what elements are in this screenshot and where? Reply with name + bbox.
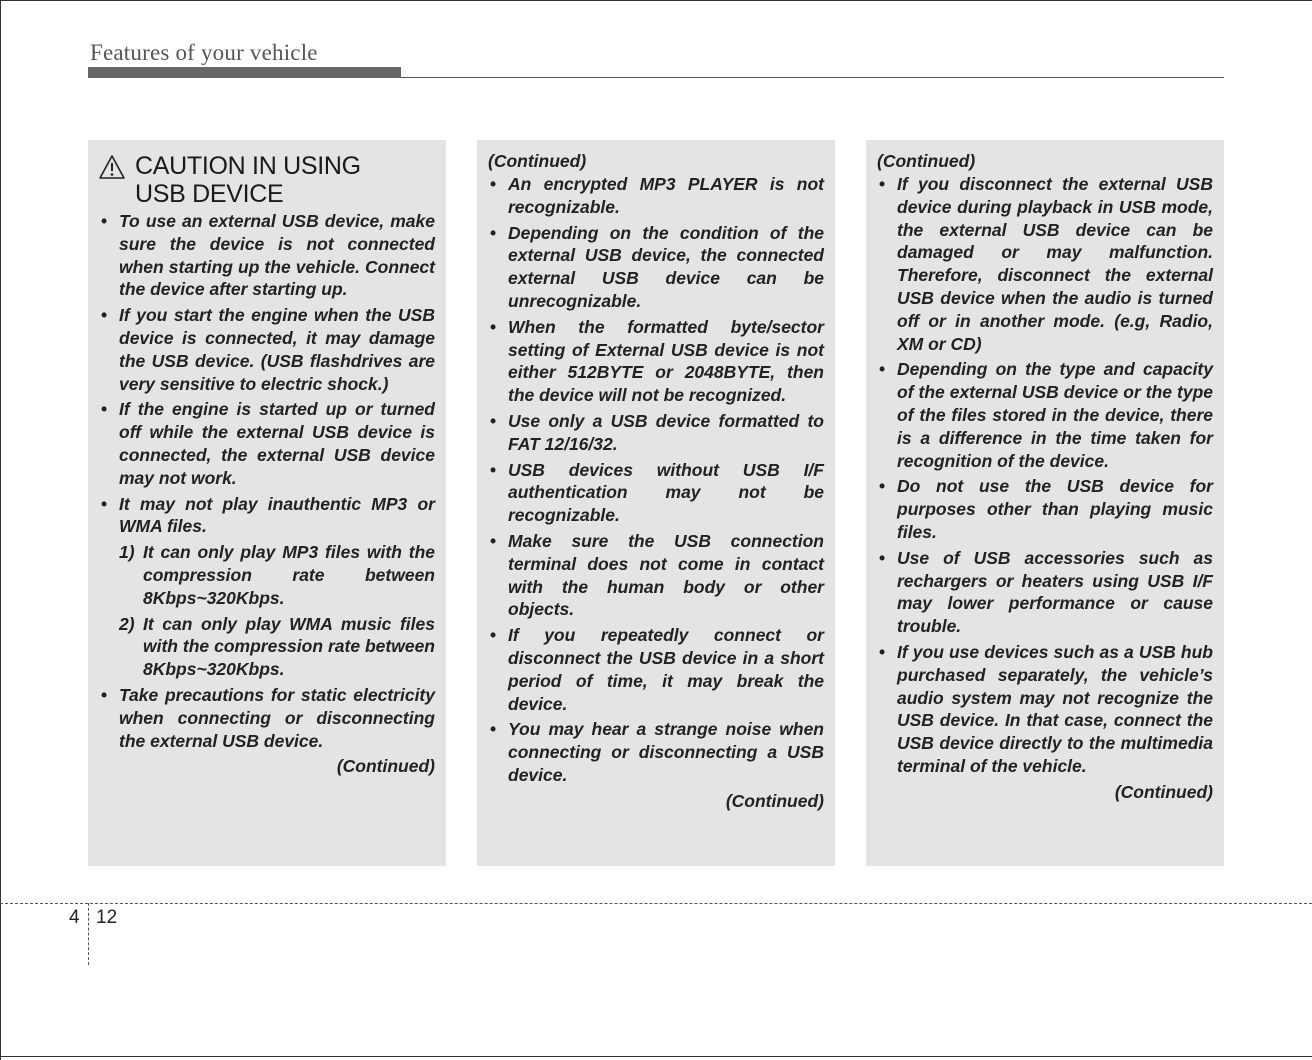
- bullet-item: • Use of USB accessories such as rechargers or heaters using USB I/F may lower performance or cause trouble.: [877, 547, 1213, 638]
- page-border-bottom: [0, 1056, 1312, 1057]
- bullet-item: • Depending on the condition of the external USB device, the connected external USB device can be unrecognizable.: [488, 222, 824, 313]
- bullet-item: • If you use devices such as a USB hub purchased separately, the vehicle’s audio system may not recognize the USB device. In that case, connect the USB device directly to the multimedia terminal of the vehicle.: [877, 641, 1213, 778]
- page-chapter-number: 4: [69, 907, 80, 928]
- continued-label: (Continued): [1114, 781, 1213, 802]
- sub-item-text: It can only play WMA music files with the compression rate between 8Kbps~320Kbps.: [143, 613, 435, 680]
- sub-item: [99, 613, 435, 681]
- header-accent-bar: [88, 67, 401, 78]
- sub-item-number: 2): [119, 613, 135, 634]
- caution-panel-2: [477, 140, 835, 866]
- bullet-item: • Make sure the USB connection terminal does not come in contact with the human body or other objects.: [488, 530, 824, 621]
- bullet-item: • If the engine is started up or turned off while the external USB device is connected, the external USB device may not work.: [99, 398, 435, 489]
- caution-heading: [99, 152, 435, 208]
- warning-triangle-icon: [99, 154, 125, 180]
- bullet-item: • You may hear a strange noise when connecting or disconnecting a USB device.: [488, 718, 824, 786]
- continued-label: (Continued): [336, 756, 435, 777]
- page-number: 12: [96, 907, 118, 928]
- bullet-item: • Take precautions for static electricity when connecting or disconnecting the external USB device.: [99, 684, 435, 752]
- footer-dashed-rule: [0, 903, 1312, 904]
- page-border-left: [0, 0, 1, 1060]
- caution-bullet-list: [877, 173, 1213, 778]
- bullet-item: • It may not play inauthentic MP3 or WMA files.: [99, 493, 435, 539]
- sub-item: [99, 541, 435, 609]
- continued-label: (Continued): [488, 151, 587, 171]
- bullet-item: • If you start the engine when the USB device is connected, it may damage the USB device. (USB flashdrives are very sensitive to electric shock.): [99, 304, 435, 395]
- sub-item-text: It can only play MP3 files with the compression rate between 8Kbps~320Kbps.: [143, 542, 435, 608]
- bullet-item: • To use an external USB device, make sure the device is not connected when starting up the vehicle. Connect the device after starting up.: [99, 210, 435, 301]
- bullet-item: • An encrypted MP3 PLAYER is not recognizable.: [488, 173, 824, 219]
- caution-title: [135, 152, 361, 208]
- bullet-item: • Do not use the USB device for purposes other than playing music files.: [877, 475, 1213, 543]
- bullet-item: • Use only a USB device formatted to FAT 12/16/32.: [488, 410, 824, 456]
- caution-panel-1: [88, 140, 446, 866]
- caution-bullet-list: [488, 173, 824, 787]
- header-rule: [401, 77, 1224, 78]
- compression-sublist: [99, 541, 435, 681]
- bullet-item: • If you disconnect the external USB device during playback in USB mode, the external USB device can be damaged or may malfunction. Therefore, disconnect the external USB device when the audio is turned off or in another mode. (e.g, Radio, XM or CD): [877, 173, 1213, 355]
- sub-item-number: 1): [119, 542, 135, 563]
- caution-title-line1: CAUTION IN USING: [135, 152, 361, 180]
- bullet-item: • USB devices without USB I/F authentication may not be recognizable.: [488, 459, 824, 527]
- bullet-item: • If you repeatedly connect or disconnect the USB device in a short period of time, it may break the device.: [488, 624, 824, 715]
- caution-panel-3: [866, 140, 1224, 866]
- bullet-item: • When the formatted byte/sector setting of External USB device is not either 512BYTE or 2048BYTE, then the device will not be recognized.: [488, 316, 824, 407]
- continued-label: (Continued): [877, 151, 976, 171]
- bullet-item: • Depending on the type and capacity of the external USB device or the type of the files stored in the device, there is a difference in the time taken for recognition of the device.: [877, 358, 1213, 472]
- footer-dashed-divider: [88, 903, 89, 965]
- continued-label: (Continued): [725, 790, 824, 811]
- section-header-title: Features of your vehicle: [90, 40, 318, 65]
- caution-title-line2: USB DEVICE: [135, 180, 284, 208]
- caution-bullet-list: [99, 210, 435, 538]
- page-border-top: [0, 0, 1312, 1]
- caution-bullet-list-end: [99, 684, 435, 752]
